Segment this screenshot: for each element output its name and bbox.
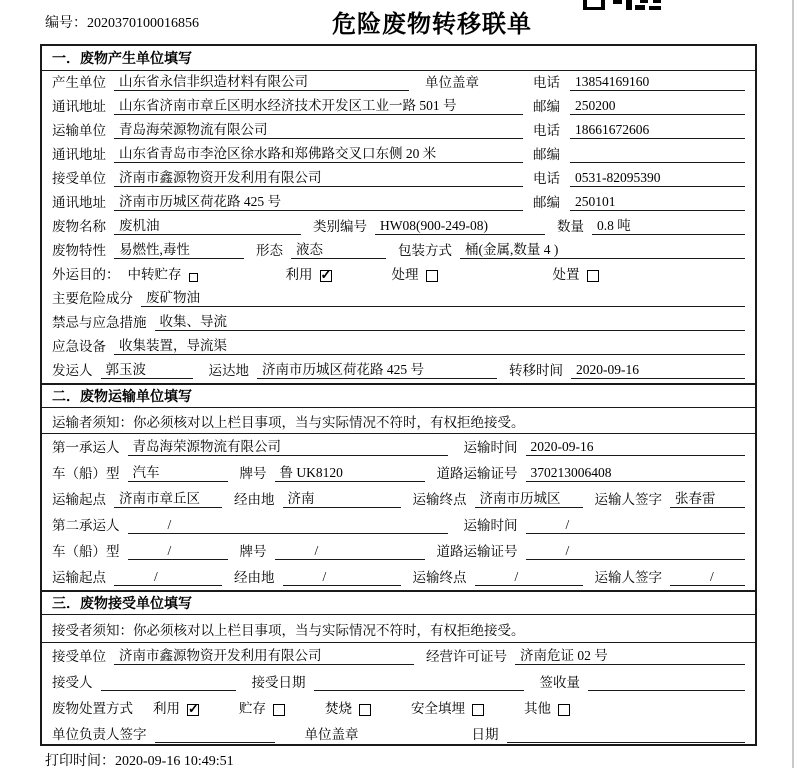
option-other-label: 其他 [524, 701, 551, 716]
transport-phone-group [533, 119, 745, 139]
option-transfer-storage-label: 中转贮存 [127, 267, 182, 282]
equipment-value: 收集装置，导流渠 [114, 334, 745, 355]
producer-unit-value: 山东省永信非织造材料有限公司 [114, 70, 409, 91]
row-route-2 [42, 564, 755, 590]
waste-code-value: HW08(900-249-08) [375, 218, 545, 235]
road-license-value: 370213006408 [526, 465, 746, 482]
print-time-line [45, 750, 234, 768]
row-first-carrier [42, 434, 755, 460]
packing-value: 桶(金属,数量 4 ) [460, 238, 745, 259]
route-via-value-2: / [283, 569, 401, 586]
page-title: 危险废物转移联单 [332, 11, 532, 38]
receive-phone-value: 0531-82095390 [570, 170, 745, 187]
plate-label: 牌号 [239, 466, 267, 481]
row-receiver-notice [42, 615, 755, 643]
row-acceptance [42, 669, 755, 695]
checkbox-utilize [320, 270, 332, 282]
phone-label: 电话 [533, 123, 560, 138]
zip-label: 邮编 [533, 147, 560, 162]
waste-name-value: 废机油 [114, 214, 301, 235]
second-carrier-label: 第二承运人 [52, 518, 120, 533]
checkbox-disposal-incinerate [359, 704, 371, 716]
destination-label: 运达地 [208, 363, 249, 378]
receive-phone-group [533, 167, 745, 187]
acceptor-value [101, 690, 236, 691]
transport-address-value: 山东省青岛市李沧区徐水路和郑佛路交叉口东侧 20 米 [114, 142, 523, 163]
hazard-label: 主要危险成分 [52, 291, 133, 306]
print-time-label: 打印时间： [45, 754, 115, 768]
waste-traits-value: 易燃性,毒性 [114, 238, 244, 259]
producer-phone-group [533, 71, 745, 91]
emergency-value: 收集、导流 [155, 310, 746, 331]
disposal-method-label: 废物处置方式 [52, 701, 133, 716]
serial-number: 2020370100016856 [87, 16, 199, 31]
row-hazard-component [42, 287, 755, 311]
vehicle-type-label: 车（船）型 [52, 544, 120, 559]
route-via-label: 经由地 [234, 492, 275, 507]
plate-value: 鲁 UK8120 [275, 461, 425, 482]
destination-value: 济南市历城区荷花路 425 号 [257, 358, 497, 379]
page-edge-line [792, 0, 794, 768]
address-label: 通讯地址 [52, 147, 106, 162]
option-store-label: 贮存 [239, 701, 266, 716]
receiving-unit-value: 济南市鑫源物资开发利用有限公司 [114, 644, 414, 665]
row-receive-address [42, 191, 755, 215]
operating-license-label: 经营许可证号 [426, 649, 507, 664]
receiver-notice-text: 接受者须知：你必须核对以上栏目事项，当与实际情况不符时，有权拒绝接受。 [52, 622, 525, 638]
address-label: 通讯地址 [52, 99, 106, 114]
hazard-value: 废矿物油 [141, 286, 745, 307]
road-license-label: 道路运输证号 [436, 466, 518, 481]
serial-number-line [45, 12, 199, 32]
producer-address-value: 山东省济南市章丘区明水经济技术开发区工业一路 501 号 [114, 94, 523, 115]
waste-traits-label: 废物特性 [52, 243, 106, 258]
waste-name-label: 废物名称 [52, 219, 106, 234]
route-from-value: 济南市章丘区 [114, 487, 222, 508]
option-landfill-label: 安全填埋 [411, 701, 465, 716]
row-signoff [42, 721, 755, 747]
receive-unit-label: 接受单位 [52, 171, 106, 186]
route-to-label: 运输终点 [412, 570, 467, 585]
section1-header: 一．废物产生单位填写 [42, 46, 755, 71]
waste-qty-label: 数量 [557, 219, 584, 234]
receive-zip-group [533, 191, 745, 211]
received-qty-label: 签收量 [539, 675, 580, 690]
row-vehicle-2 [42, 538, 755, 564]
transport-zip-group [533, 143, 745, 163]
carrier-sign-value: 张春雷 [670, 487, 745, 508]
emergency-label: 禁忌与应急措施 [52, 315, 147, 330]
serial-label: 编号： [45, 16, 87, 31]
checkbox-disposal-landfill [472, 704, 484, 716]
transport-time-label: 运输时间 [463, 440, 518, 455]
route-from-label: 运输起点 [52, 570, 106, 585]
route-to-value: 济南市历城区 [475, 487, 583, 508]
section2-header: 二．废物运输单位填写 [42, 383, 755, 408]
row-dispatch [42, 359, 755, 383]
receiving-unit-label: 接受单位 [52, 649, 106, 664]
route-to-value-2: / [475, 569, 583, 586]
transport-time-label: 运输时间 [463, 518, 518, 533]
operating-license-value: 济南危证 02 号 [515, 644, 745, 665]
row-route-1 [42, 486, 755, 512]
received-qty-value [588, 690, 745, 691]
purpose-label: 外运目的： [52, 267, 120, 282]
route-via-value: 济南 [283, 487, 401, 508]
carrier-sign-label: 运输人签字 [594, 570, 662, 585]
zip-label: 邮编 [533, 195, 560, 210]
option-treat-label: 处理 [391, 267, 419, 282]
vehicle-type-value: 汽车 [128, 461, 228, 482]
route-from-label: 运输起点 [52, 492, 106, 507]
phone-label: 电话 [533, 171, 560, 186]
option-utilize-label: 利用 [285, 267, 313, 282]
phone-label: 电话 [533, 75, 560, 90]
transport-time-value-2: / [526, 517, 746, 534]
receive-address-value: 济南市历城区荷花路 425 号 [114, 190, 523, 211]
road-license-label: 道路运输证号 [436, 544, 518, 559]
row-disposal-method [42, 695, 755, 721]
option-incinerate-label: 焚烧 [325, 701, 352, 716]
equipment-label: 应急设备 [52, 339, 106, 354]
zip-label: 邮编 [533, 99, 560, 114]
checkbox-disposal-utilize [187, 704, 199, 716]
transport-zip-value [570, 162, 745, 163]
packing-label: 包装方式 [398, 243, 452, 258]
waste-form-label: 形态 [256, 243, 283, 258]
checkbox-dispose [587, 270, 599, 282]
transport-phone-value: 18661672606 [570, 122, 745, 139]
waste-code-label: 类别编号 [313, 219, 367, 234]
vehicle-type-value-2: / [128, 543, 228, 560]
row-transport-address [42, 143, 755, 167]
transport-unit-value: 青岛海荣源物流有限公司 [114, 118, 523, 139]
unit-seal-label: 单位盖章 [304, 727, 359, 742]
producer-phone-value: 13854169160 [570, 74, 745, 91]
first-carrier-label: 第一承运人 [52, 440, 120, 455]
row-emergency-equipment [42, 335, 755, 359]
transfer-time-label: 转移时间 [509, 363, 563, 378]
waste-form-value: 液态 [291, 238, 386, 259]
row-transfer-purpose [42, 263, 755, 287]
checkbox-treat [426, 270, 438, 282]
route-from-value-2: / [114, 569, 222, 586]
print-time-value: 2020-09-16 10:49:51 [115, 754, 234, 768]
row-waste-traits [42, 239, 755, 263]
transport-unit-label: 运输单位 [52, 123, 106, 138]
plate-value-2: / [275, 543, 425, 560]
seal-date-label: 日期 [471, 727, 499, 742]
row-producer-unit [42, 71, 755, 95]
qr-code-fragment [583, 0, 661, 10]
option-utilize-label: 利用 [153, 701, 180, 716]
accept-date-label: 接受日期 [251, 675, 306, 690]
receive-zip-value: 250101 [570, 194, 745, 211]
accept-date-value [314, 690, 524, 691]
checkbox-transfer-storage [189, 273, 198, 282]
plate-label: 牌号 [239, 544, 267, 559]
transporter-notice-text: 运输者须知：你必须核对以上栏目事项，当与实际情况不符时，有权拒绝接受。 [52, 414, 525, 430]
sender-value: 郭玉波 [101, 358, 193, 379]
row-emergency-measures [42, 311, 755, 335]
transfer-form [40, 44, 757, 746]
responsible-sign-value [155, 742, 275, 743]
producer-zip-value: 250200 [570, 98, 745, 115]
sender-label: 发运人 [52, 363, 93, 378]
first-carrier-value: 青岛海荣源物流有限公司 [128, 435, 448, 456]
carrier-sign-label: 运输人签字 [594, 492, 662, 507]
carrier-sign-value-2: / [670, 569, 745, 586]
row-waste-name [42, 215, 755, 239]
producer-zip-group [533, 95, 745, 115]
row-receiving-unit [42, 643, 755, 669]
acceptor-label: 接受人 [52, 675, 93, 690]
road-license-value-2: / [526, 543, 746, 560]
second-carrier-value: / [128, 517, 448, 534]
row-transport-unit [42, 119, 755, 143]
address-label: 通讯地址 [52, 195, 106, 210]
transfer-time-value: 2020-09-16 [571, 362, 745, 379]
producer-unit-label: 产生单位 [52, 75, 106, 90]
row-second-carrier [42, 512, 755, 538]
transport-time-value: 2020-09-16 [526, 439, 746, 456]
checkbox-disposal-other [558, 704, 570, 716]
seal-date-value [507, 742, 746, 743]
unit-seal-label: 单位盖章 [425, 75, 479, 90]
option-dispose-label: 处置 [552, 267, 580, 282]
receive-unit-value: 济南市鑫源物资开发利用有限公司 [114, 166, 523, 187]
route-via-label: 经由地 [234, 570, 275, 585]
responsible-sign-label: 单位负责人签字 [52, 727, 147, 742]
waste-qty-value: 0.8 吨 [592, 214, 745, 235]
row-receive-unit [42, 167, 755, 191]
row-transporter-notice [42, 408, 755, 434]
section3-header: 三．废物接受单位填写 [42, 590, 755, 615]
checkbox-disposal-store [273, 704, 285, 716]
row-producer-address [42, 95, 755, 119]
vehicle-type-label: 车（船）型 [52, 466, 120, 481]
row-vehicle-1 [42, 460, 755, 486]
route-to-label: 运输终点 [412, 492, 467, 507]
